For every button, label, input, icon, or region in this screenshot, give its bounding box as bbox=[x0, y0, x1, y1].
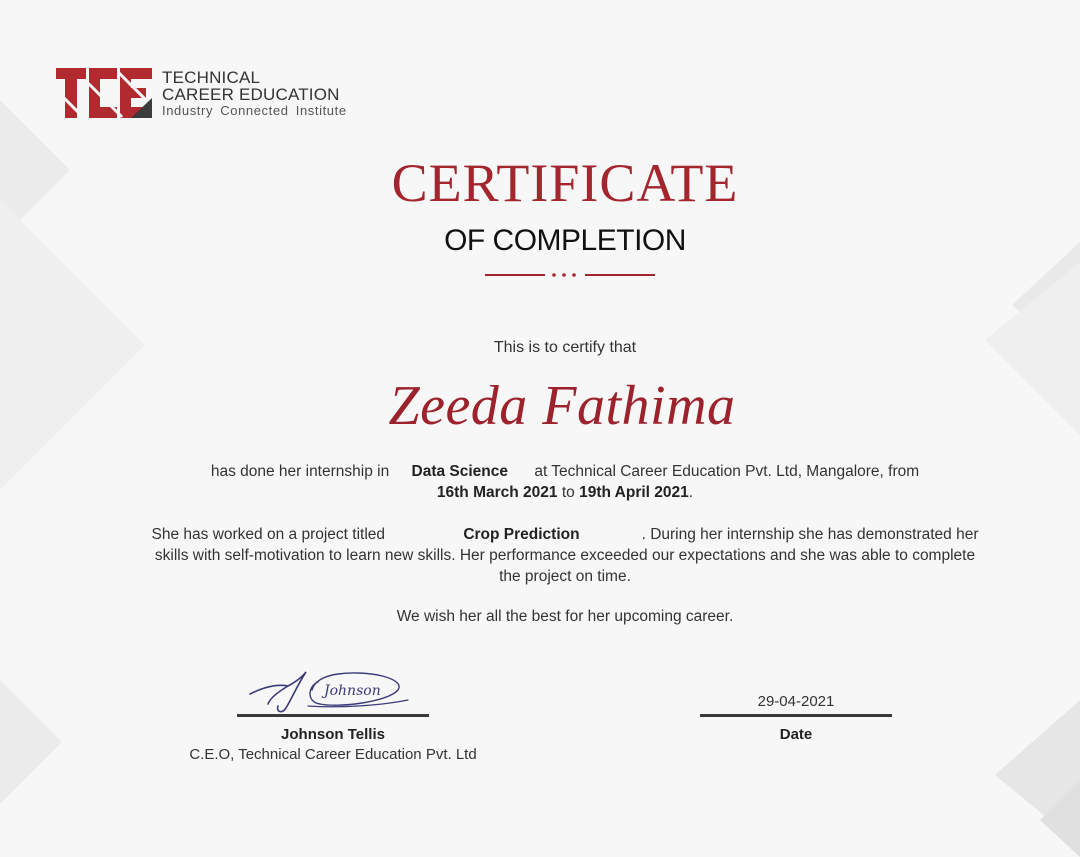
certificate-subtitle: OF COMPLETION bbox=[444, 224, 686, 257]
issue-date: 29-04-2021 bbox=[757, 693, 835, 710]
signature-line bbox=[237, 714, 429, 717]
certify-intro: This is to certify that bbox=[493, 339, 637, 356]
closing-wish: We wish her all the best for her upcoming career. bbox=[396, 608, 734, 625]
p1-text-a: has done her internship in bbox=[210, 463, 390, 480]
logo-line-2: CAREER EDUCATION bbox=[162, 85, 340, 104]
start-date: 16th March 2021 bbox=[436, 484, 558, 501]
signature-text: Johnson bbox=[324, 683, 381, 699]
p2-text-b: . During her internship she has demonstrated her skills with self-motivation to learn new skills. Her performance exceeded our expectations and she was able to complete the project on time. bbox=[154, 526, 979, 585]
p2-text-a: She has worked on a project titled bbox=[151, 526, 386, 543]
company-logo bbox=[56, 68, 347, 120]
end-date: 19th April 2021 bbox=[579, 484, 689, 501]
title-divider bbox=[485, 270, 655, 280]
signatory-role: C.E.O, Technical Career Education Pvt. Ltd bbox=[189, 746, 477, 763]
project-title: Crop Prediction bbox=[463, 526, 580, 543]
signatory-name: Johnson Tellis bbox=[281, 726, 385, 743]
certificate-title: CERTIFICATE bbox=[391, 153, 739, 213]
date-label: Date bbox=[779, 726, 813, 743]
signature-image bbox=[248, 664, 418, 718]
tce-logo-icon bbox=[56, 68, 152, 118]
internship-paragraph bbox=[150, 461, 980, 503]
to-word: to bbox=[561, 484, 575, 501]
logo-tagline: Industry Connected Institute bbox=[162, 103, 347, 118]
p1-end: . bbox=[688, 484, 694, 501]
recipient-name: Zeeda Fathima bbox=[388, 375, 736, 437]
logo-line-1: TECHNICAL bbox=[162, 68, 261, 87]
internship-domain: Data Science bbox=[411, 463, 509, 480]
project-paragraph bbox=[150, 524, 980, 587]
p1-text-b: at Technical Career Education Pvt. Ltd, Mangalore, from bbox=[534, 463, 920, 480]
date-line bbox=[700, 714, 892, 717]
